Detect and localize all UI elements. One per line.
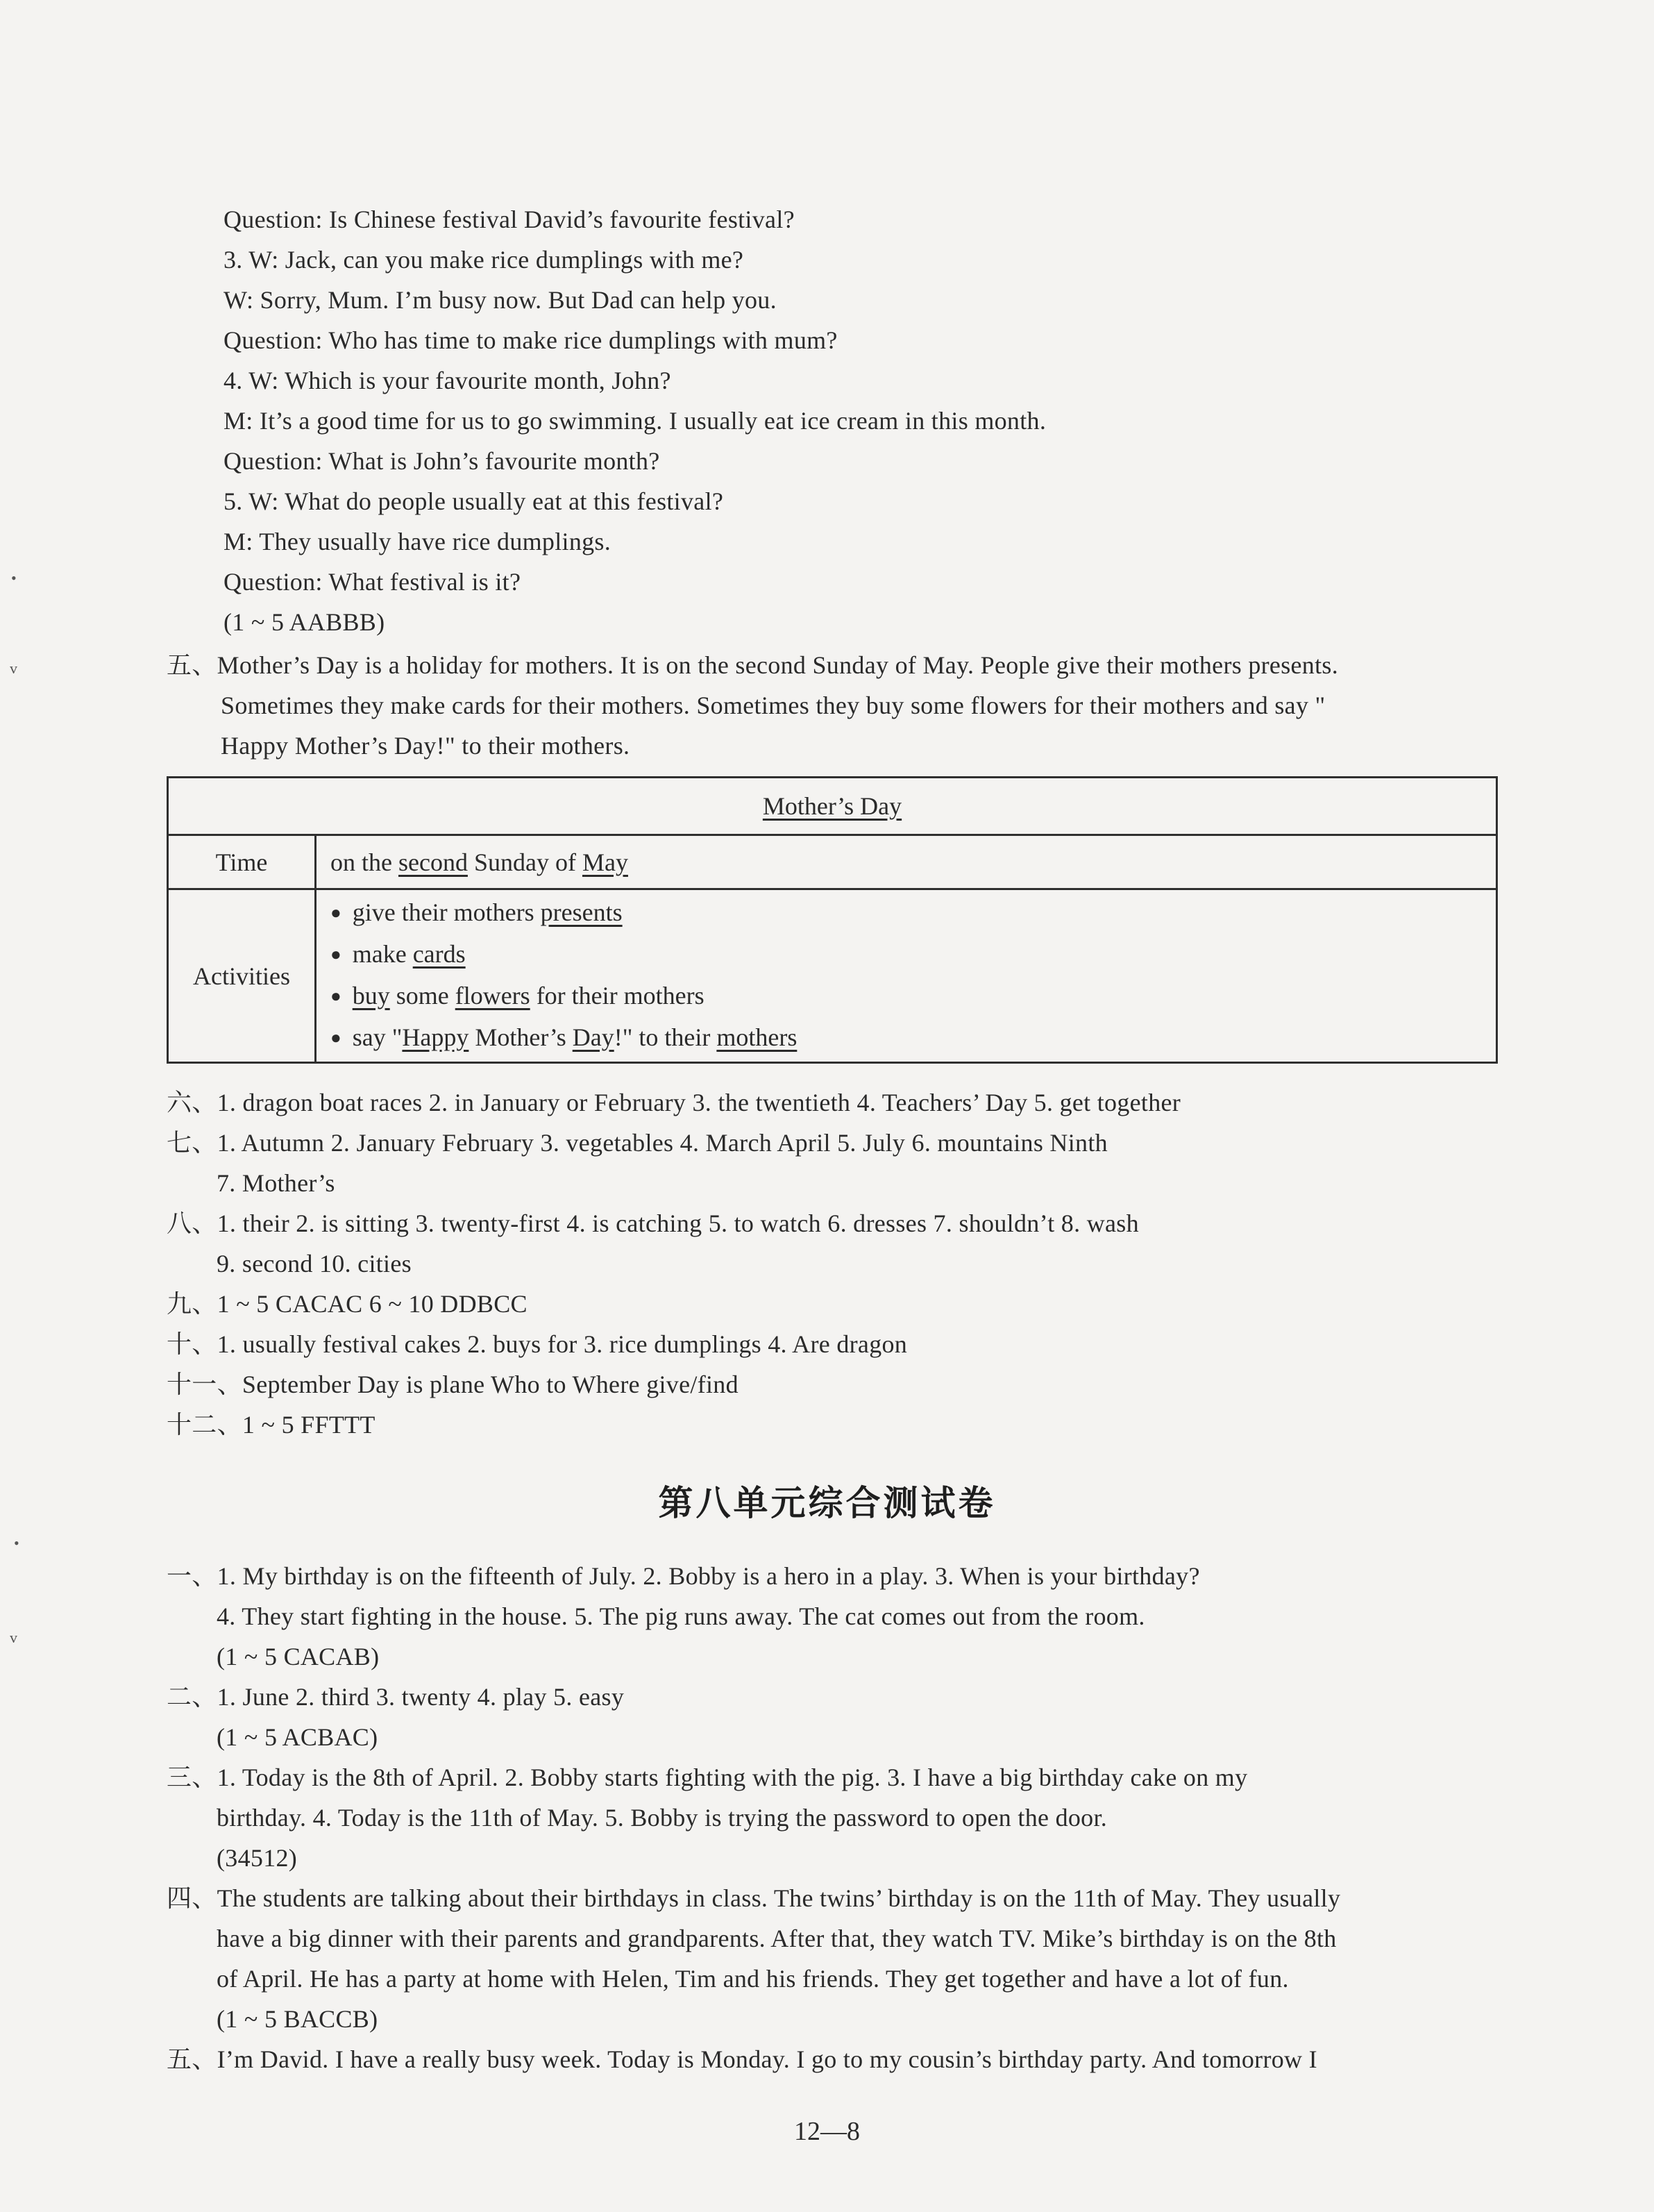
answer-line: 九、1 ~ 5 CACAC 6 ~ 10 DDBCC xyxy=(167,1290,528,1318)
mothers-day-table xyxy=(167,776,1498,1064)
transcript-line: Question: What is John’s favourite month? xyxy=(223,447,660,475)
answer-line: 三、1. Today is the 8th of April. 2. Bobby starts fighting with the pig. 3. I have a big birthday cake on my xyxy=(167,1763,1248,1791)
answer-line: of April. He has a party at home with Helen, Tim and his friends. They get together and have a lot of fun. xyxy=(217,1965,1289,1993)
answer-line: (34512) xyxy=(217,1844,298,1872)
list-item: ● buy some flowers for their mothers xyxy=(330,976,1482,1018)
transcript-line: Question: Who has time to make rice dumplings with mum? xyxy=(223,326,838,354)
transcript-line: 3. W: Jack, can you make rice dumplings with me? xyxy=(223,246,744,274)
answer-line: 十一、September Day is plane Who to Where give/find xyxy=(167,1371,739,1398)
passage-text: Mother’s Day is a holiday for mothers. It is on the second Sunday of May. People give their mothers presents. xyxy=(217,651,1339,679)
answer-line: 7. Mother’s xyxy=(217,1169,335,1197)
activities-label: Activities xyxy=(168,889,316,1063)
list-item: ● give their mothers presents xyxy=(330,893,1482,935)
answer-line: birthday. 4. Today is the 11th of May. 5. Bobby is trying the password to open the door. xyxy=(217,1804,1108,1832)
scan-mark: • xyxy=(14,1534,19,1552)
answer-line: 9. second 10. cities xyxy=(217,1250,412,1277)
answer-line: 八、1. their 2. is sitting 3. twenty-first 4. is catching 5. to watch 6. dresses 7. shouldn’t 8. wash xyxy=(167,1209,1139,1237)
answer-line: (1 ~ 5 CACAB) xyxy=(217,1643,380,1670)
transcript-line: Question: Is Chinese festival David’s favourite festival? xyxy=(223,206,795,233)
time-label: Time xyxy=(168,835,316,889)
answer-line: 4. They start fighting in the house. 5. The pig runs away. The cat comes out from the room. xyxy=(217,1602,1145,1630)
transcript-line: M: They usually have rice dumplings. xyxy=(223,528,611,555)
activities-list xyxy=(330,893,1482,1059)
section-title: 第八单元综合测试卷 xyxy=(658,1483,996,1523)
answer-line: (1 ~ 5 ACBAC) xyxy=(217,1723,378,1751)
answer-line: have a big dinner with their parents and grandparents. After that, they watch TV. Mike’s birthday is on the 8th xyxy=(217,1925,1337,1952)
answer-line: 二、1. June 2. third 3. twenty 4. play 5. easy xyxy=(167,1683,625,1711)
scan-mark: • xyxy=(11,569,17,587)
transcript-line: Question: What festival is it? xyxy=(223,568,521,596)
answer-line: 十二、1 ~ 5 FFTTT xyxy=(167,1411,375,1439)
answer-line: 五、I’m David. I have a really busy week. Today is Monday. I go to my cousin’s birthday party. And tomorrow I xyxy=(167,2045,1317,2073)
answer-key-line: (1 ~ 5 AABBB) xyxy=(223,608,385,636)
passage-line: Happy Mother’s Day!" to their mothers. xyxy=(221,732,630,760)
section-5-line xyxy=(167,648,1338,682)
answer-line: 六、1. dragon boat races 2. in January or February 3. the twentieth 4. Teachers’ Day 5. get together xyxy=(167,1089,1181,1116)
section-label: 五、 xyxy=(167,651,217,679)
answer-line: (1 ~ 5 BACCB) xyxy=(217,2005,378,2033)
activities-list-cell xyxy=(316,889,1497,1063)
list-item: ● make cards xyxy=(330,935,1482,976)
page-number: 12—8 xyxy=(794,2117,860,2146)
transcript-line: W: Sorry, Mum. I’m busy now. But Dad can help you. xyxy=(223,286,777,314)
answer-line: 一、1. My birthday is on the fifteenth of July. 2. Bobby is a hero in a play. 3. When is your birthday? xyxy=(167,1562,1200,1590)
transcript-line: 4. W: Which is your favourite month, John? xyxy=(223,367,671,394)
scan-mark: v xyxy=(10,660,17,677)
transcript-line: 5. W: What do people usually eat at this festival? xyxy=(223,487,724,515)
scan-mark: v xyxy=(10,1629,17,1646)
answer-line: 四、The students are talking about their birthdays in class. The twins’ birthday is on the 11th of May. They usually xyxy=(167,1884,1341,1912)
answer-line: 七、1. Autumn 2. January February 3. vegetables 4. March April 5. July 6. mountains Ninth xyxy=(167,1129,1108,1157)
table-title: Mother’s Day xyxy=(762,792,902,820)
passage-line: Sometimes they make cards for their mothers. Sometimes they buy some flowers for their mothers and say " xyxy=(221,692,1326,719)
table-header xyxy=(168,778,1497,835)
transcript-line: M: It’s a good time for us to go swimming. I usually eat ice cream in this month. xyxy=(223,407,1047,435)
answer-line: 十、1. usually festival cakes 2. buys for 3. rice dumplings 4. Are dragon xyxy=(167,1330,908,1358)
list-item: ● say "Happy Mother’s Day!" to their mothers xyxy=(330,1018,1482,1059)
time-value: on the second Sunday of May xyxy=(316,835,1497,889)
